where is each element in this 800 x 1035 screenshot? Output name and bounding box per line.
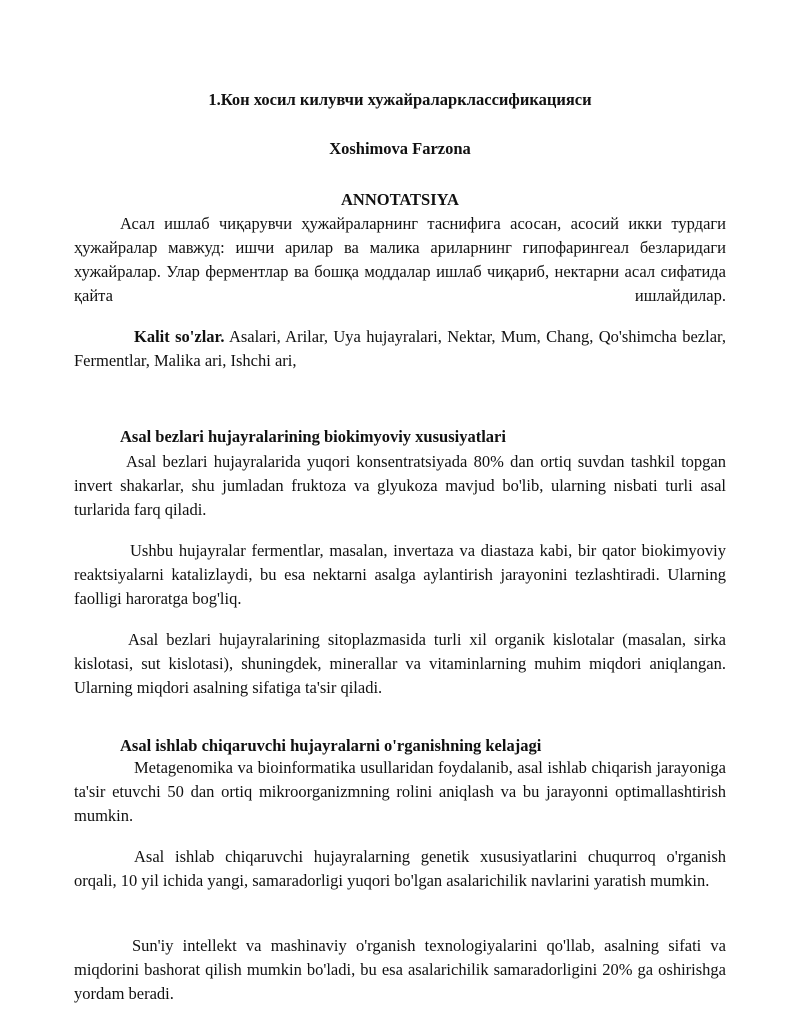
paragraph-text: Asal ishlab chiqaruvchi hujayralarning genetik xususiyatlarini chuqurroq o'rganish orqali, 10 yil ichida yangi, samaradorligi yuqori bo'lgan asalarichilik navlarini yaratish mumkin. bbox=[74, 847, 726, 890]
section-heading-future: Asal ishlab chiqaruvchi hujayralarni o'rganishning kelajagi bbox=[120, 736, 542, 755]
paragraph bbox=[74, 539, 726, 611]
paragraph-text: Ushbu hujayralar fermentlar, masalan, invertaza va diastaza kabi, bir qator biokimyoviy reaktsiyalarni katalizlaydi, bu esa nektarni asalga aylantirish jarayonini tezlashtiradi. Ularning faolligi haroratga bog'liq. bbox=[74, 541, 726, 608]
paragraph-text: Metagenomika va bioinformatika usullaridan foydalanib, asal ishlab chiqarish jarayoniga ta'sir etuvchi 50 dan ortiq mikroorganizmning rolini aniqlash va bu jarayonni optimallashtirish mumkin. bbox=[74, 758, 726, 825]
paragraph bbox=[74, 845, 726, 893]
annotation-text: Асал ишлаб чиқарувчи ҳужайраларнинг таснифига асосан, асосий икки турдаги ҳужайралар мавжуд: ишчи арилар ва малика ариларнинг гипофарингеал безларидаги хужайралар. Улар ферментлар ва бошқа моддалар ишлаб чиқариб, нектарни асал сифатида қайта ишлайдилар. bbox=[74, 214, 726, 305]
paragraph-text: Asal bezlari hujayralarining sitoplazmasida turli xil organik kislotalar (masalan, sirka kislotasi, sut kislotasi), shuningdek, minerallar va vitaminlarning muhim miqdori aniqlangan. Ularning miqdori asalning sifatiga ta'sir qiladi. bbox=[74, 630, 726, 697]
keywords-label: Kalit so'zlar. bbox=[134, 327, 225, 346]
keywords-text: Asalari, Arilar, Uya hujayralari, Nektar, Mum, Chang, Qo'shimcha bezlar, Fermentlar, Malika ari, Ishchi ari, bbox=[74, 327, 726, 370]
annotation-paragraph bbox=[74, 212, 726, 308]
paragraph bbox=[74, 756, 726, 828]
paragraph-text: Asal bezlari hujayralarida yuqori konsentratsiyada 80% dan ortiq suvdan tashkil topgan invert shakarlar, shu jumladan fruktoza va glyukoza mavjud bo'lib, ularning nisbati turli asal turlarida farq qiladi. bbox=[74, 452, 726, 519]
keywords-paragraph bbox=[74, 325, 726, 373]
paragraph bbox=[74, 628, 726, 700]
section-heading-biochemistry: Asal bezlari hujayralarining biokimyoviy xususiyatlari bbox=[120, 427, 506, 446]
paragraph bbox=[74, 934, 726, 1006]
paragraph bbox=[74, 450, 726, 522]
annotation-heading: ANNOTATSIYA bbox=[341, 190, 459, 209]
paragraph-text: Sun'iy intellekt va mashinaviy o'rganish texnologiyalarini qo'llab, asalning sifati va miqdorini bashorat qilish mumkin bo'ladi, bu esa asalarichilik samaradorligini 20% ga oshirishga yordam beradi. bbox=[74, 936, 726, 1003]
document-title: 1.Кон хосил килувчи хужайраларклассификацияси bbox=[208, 90, 592, 109]
author-name: Xoshimova Farzona bbox=[329, 139, 471, 158]
